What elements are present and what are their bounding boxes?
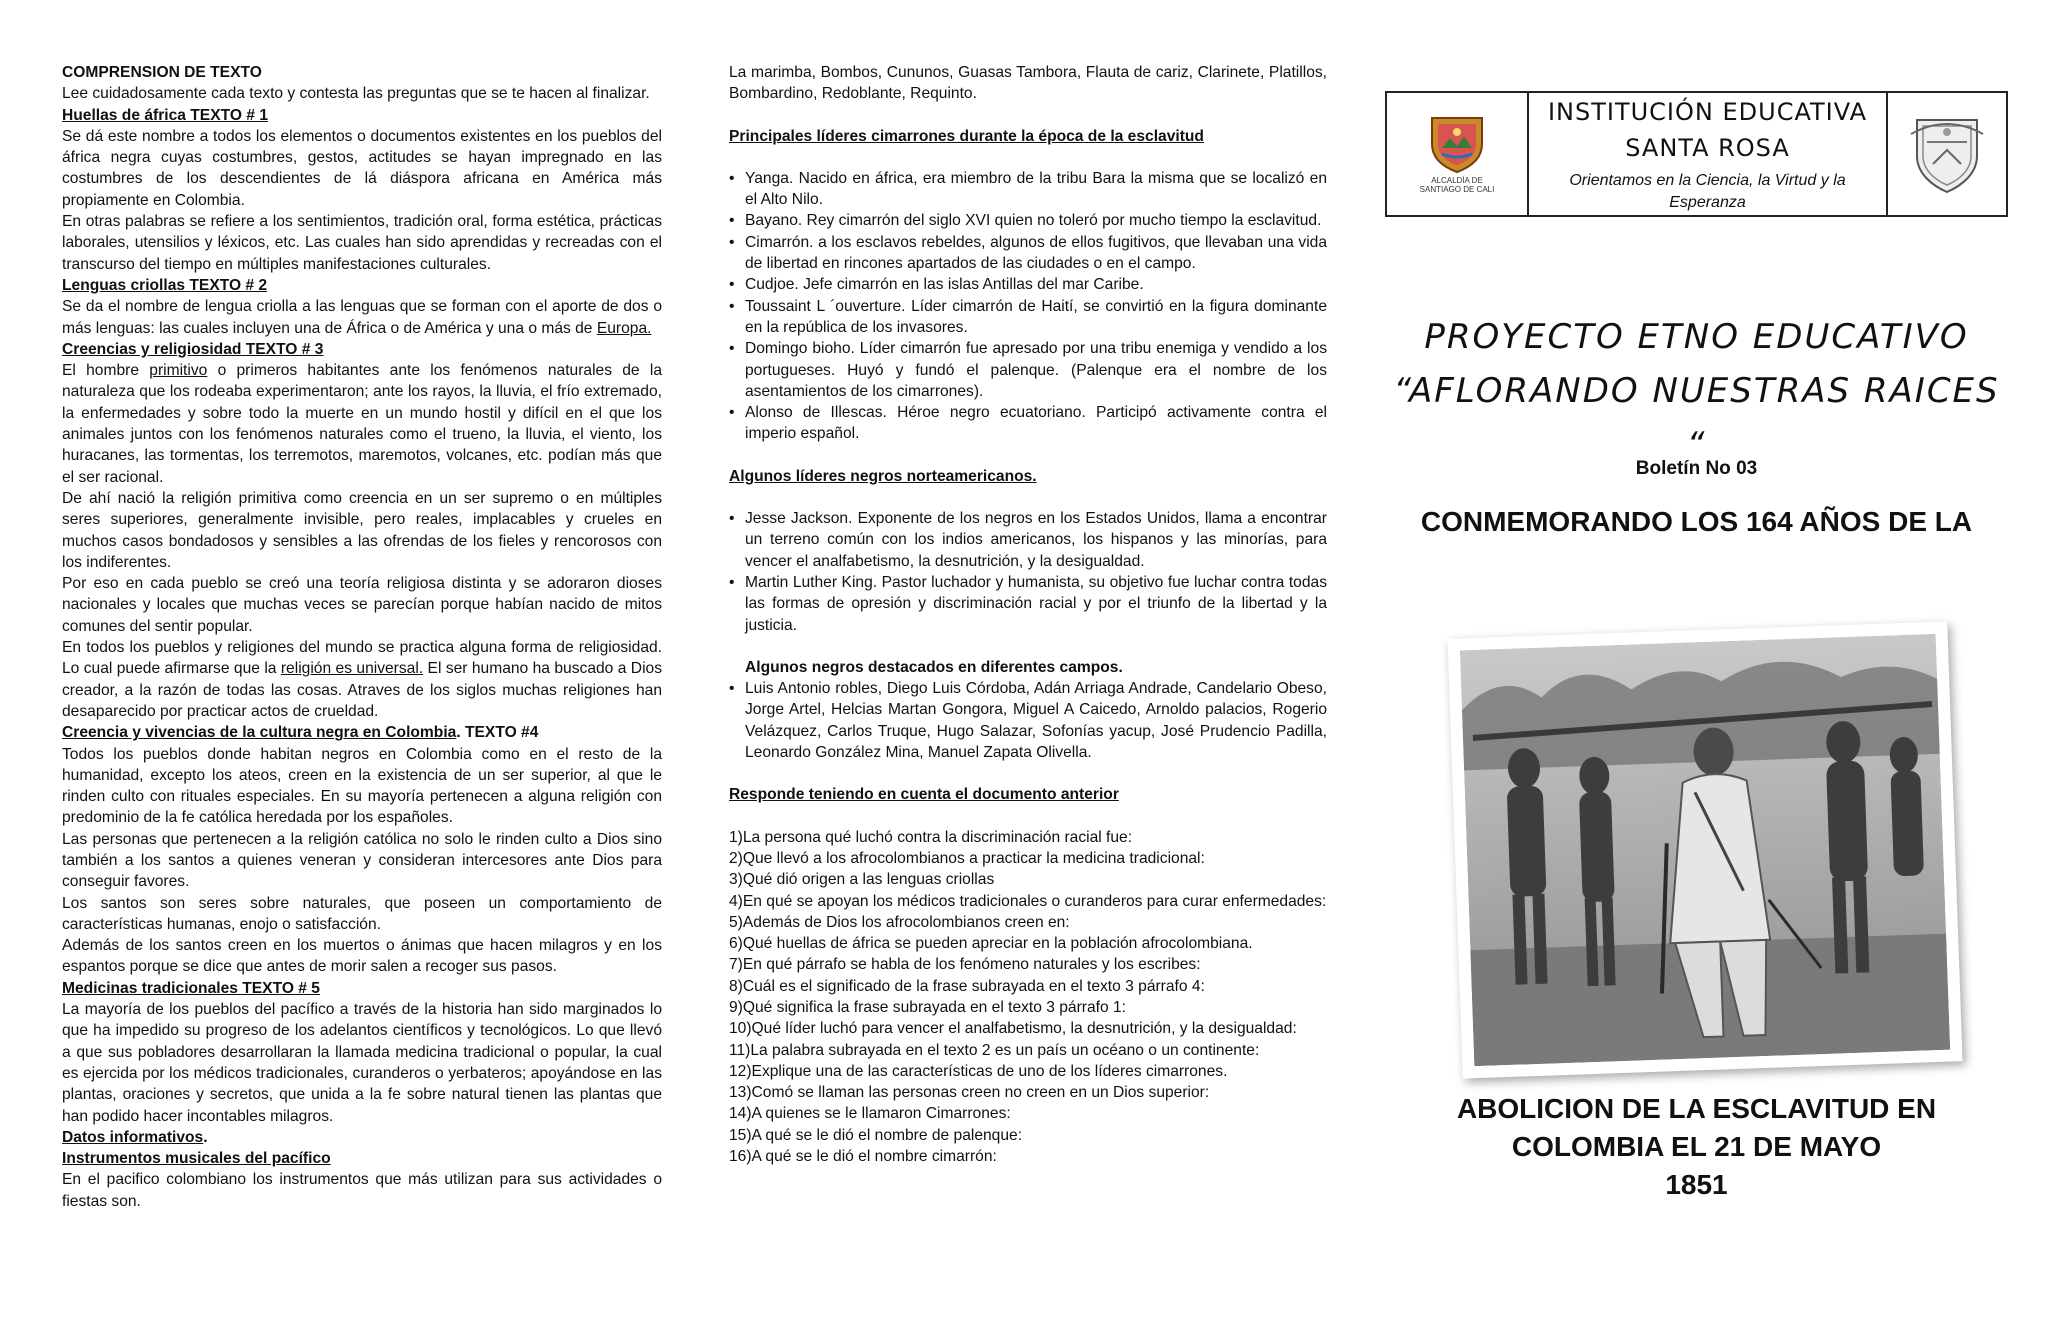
question-item: 16)A qué se le dió el nombre cimarrón:: [729, 1148, 997, 1166]
question-item: 4)En qué se apoyan los médicos tradicionales o curanderos para curar enfermedades:: [729, 892, 1327, 910]
notable-people-heading: Algunos negros destacados en diferentes campos.: [745, 658, 1123, 676]
text2-p1-part-a: Se da el nombre de lengua criolla a las lenguas que se forman con el aporte de dos o más lenguas: las cuales incluyen una de África o de América y una o más de: [62, 298, 662, 337]
alcaldia-caption: [1420, 176, 1495, 194]
instruments-list: La marimba, Bombos, Cununos, Guasas Tambora, Flauta de cariz, Clarinete, Platillos, Bombardino, Redoblante, Requinto.: [729, 64, 1327, 103]
question-item: 3)Qué dió origen a las lenguas criollas: [729, 871, 995, 889]
text3-underlined-word: primitivo: [149, 362, 208, 380]
list-item: • Jesse Jackson. Exponente de los negros en los Estados Unidos, llama a encontrar un terreno común con los indios americanos, los hispanos y las minorías, para vencer el analfabetismo, la desnutrición, y la desigualdad.: [729, 508, 1327, 572]
question-item: 6)Qué huellas de áfrica se pueden apreciar en la población afrocolombiana.: [729, 935, 1253, 953]
institution-header: [1385, 91, 2008, 217]
project-title-line-1: PROYECTO ETNO EDUCATIVO: [1424, 317, 1969, 357]
questions-list: [729, 827, 1327, 1168]
notable-people-list: [729, 678, 1327, 763]
instruments-heading: Instrumentos musicales del pacífico: [62, 1150, 331, 1168]
question-item: 13)Comó se llaman las personas creen no creen en un Dios superior:: [729, 1084, 1210, 1102]
text3-paragraph-1: [62, 360, 662, 488]
question-item: 8)Cuál es el significado de la frase subrayada en el texto 3 párrafo 4:: [729, 977, 1205, 995]
text5-heading: Medicinas tradicionales TEXTO # 5: [62, 979, 320, 997]
alcaldia-logo: [1387, 93, 1529, 215]
question-item: 5)Además de Dios los afrocolombianos creen en:: [729, 913, 1070, 931]
datos-heading: [62, 1127, 662, 1148]
text3-p4-part-a: En todos los pueblos y religiones del mundo se practica alguna forma de religiosidad. Lo cual puede afirmarse que la: [62, 639, 662, 678]
institution-motto: Orientamos en la Ciencia, la Virtud y la Esperanza: [1569, 172, 1846, 211]
text5-paragraph-1: La mayoría de los pueblos del pacífico a través de la historia han sido marginados lo que ha impedido su progreso de los adelantos científicos y tecnológicos. Lo que llevó a que sus pobladores desarrollaran la llamada medicina tradicional o popular, la cual es ejercida por los médicos tradicionales, curanderos o yerbateros; apoyándose en las plantas, oraciones y secretos, que unida a la fe sobre natural tienen las plantas que han podido hacer incontables milagros.: [62, 1001, 662, 1125]
text4-paragraph-4: Además de los santos creen en los muertos o ánimas que hacen milagros y en los espantos porque se dice que antes de morir salen a recoger sus pasos.: [62, 937, 662, 976]
list-item: • Alonso de Illescas. Héroe negro ecuatoriano. Participó activamente contra el imperio español.: [729, 402, 1327, 445]
intro-paragraph: Lee cuidadosamente cada texto y contesta las preguntas que se te hacen al finalizar.: [62, 85, 650, 103]
institution-name: [1537, 94, 1878, 166]
list-item: • Yanga. Nacido en áfrica, era miembro de la tribu Bara la misma que se localizó en el Alto Nilo.: [729, 168, 1327, 211]
slave-caravan-illustration: [1447, 621, 1962, 1078]
text4-heading-underlined: Creencia y vivencias de la cultura negra en Colombia: [62, 724, 457, 742]
question-item: 15)A qué se le dió el nombre de palenque:: [729, 1126, 1023, 1144]
bulletin-number: Boletín No 03: [1635, 458, 1758, 479]
cimarron-leaders-list: [729, 168, 1327, 445]
datos-heading-dot: .: [203, 1128, 208, 1146]
text-column-1: [62, 62, 662, 1212]
list-item: • Cudjoe. Jefe cimarrón en las islas Antillas del mar Caribe.: [729, 274, 1327, 295]
list-item: • Toussaint L ´ouverture. Líder cimarrón de Haití, se convirtió en la figura dominante en la república de los invasores.: [729, 296, 1327, 339]
institution-name-block: [1529, 93, 1888, 215]
question-item: 2)Que llevó a los afrocolombianos a practicar la medicina tradicional:: [729, 849, 1205, 867]
text3-underlined-phrase: religión es universal.: [280, 660, 424, 678]
datos-heading-text: Datos informativos: [62, 1128, 204, 1146]
text3-paragraph-2: De ahí nació la religión primitiva como creencia en un ser supremo o en múltiples seres superiores, generalmente invisible, pero reales, implacables y crueles en muchos casos bondadosos y sensibles a las ofrendas de los fieles y rencorosos con los indiferentes.: [62, 489, 662, 571]
text1-heading: Huellas de áfrica TEXTO # 1: [62, 106, 268, 124]
north-american-leaders-list: [729, 508, 1327, 636]
text2-heading: Lenguas criollas TEXTO # 2: [62, 276, 268, 294]
text3-heading: Creencias y religiosidad TEXTO # 3: [62, 340, 324, 358]
question-item: 7)En qué párrafo se habla de los fenómeno naturales y los escribes:: [729, 956, 1201, 974]
abolition-line-2: COLOMBIA EL 21 DE MAYO: [1511, 1131, 1882, 1162]
cimarron-leaders-heading: Principales líderes cimarrones durante la época de la esclavitud: [729, 127, 1204, 145]
santa-rosa-crest: [1888, 93, 2006, 215]
list-item: • Bayano. Rey cimarrón del siglo XVI quien no toleró por mucho tiempo la esclavitud.: [729, 210, 1327, 231]
slave-caravan-illustration-icon: [1460, 634, 1950, 1066]
text1-paragraph-2: En otras palabras se refiere a los sentimientos, tradición oral, forma estética, prácticas laborales, utensilios y léxicos, etc. Las cuales han sido aprendidas y recreadas con el transcurso del tiempo en múltiples manifestaciones culturales.: [62, 213, 662, 273]
question-item: 14)A quienes se le llamaron Cimarrones:: [729, 1105, 1011, 1123]
text2-paragraph-1: [62, 296, 662, 339]
text-column-2: [729, 62, 1327, 1167]
list-item: • Luis Antonio robles, Diego Luis Córdoba, Adán Arriaga Andrade, Candelario Obeso, Jorge Artel, Helcias Martan Gongora, Miguel A Caicedo, Arnoldo palacios, Rogerio Velázquez, Carlos Truque, Hugo Salazar, Sofonías yacup, José Prudencio Padilla, Leonardo González Mina, Manuel Zapata Olivella.: [729, 678, 1327, 763]
list-item: • Cimarrón. a los esclavos rebeldes, algunos de ellos fugitivos, que llevaban una vida de libertad en rincones apartados de las ciudades o en el campo.: [729, 232, 1327, 275]
text3-p1-part-c: o primeros habitantes ante los fenómenos naturales de la naturaleza que los rodeaba experimentaron; ante los rayos, la lluvia, el frío extremado, la enfermedades y sobre todo la muerte en un mundo hostil y difícil en el que los animales juntos con los fenómenos naturales como el trueno, la lluvia, el viento, los huracanes, las tormentas, los terremotos, maremotos, volcanes, etc. podían más que el ser racional.: [62, 362, 662, 486]
north-american-leaders-heading: Algunos líderes negros norteamericanos.: [729, 467, 1037, 485]
institution-name-line-2: SANTA ROSA: [1625, 134, 1790, 162]
text4-paragraph-3: Los santos son seres sobre naturales, que poseen un comportamiento de características humanas, enojo o satisfacción.: [62, 894, 662, 933]
alcaldia-caption-line-1: ALCALDÍA DE: [1431, 176, 1483, 185]
institution-name-line-1: INSTITUCIÓN EDUCATIVA: [1547, 98, 1868, 126]
text4-paragraph-1: Todos los pueblos donde habitan negros en Colombia como en el resto de la humanidad, excepto los ateos, creen en la existencia de un ser superior, al que le rinden culto con rituales especiales. En su mayoría pertenecen a alguna religión con predominio de la fe católica heredada por los españoles.: [62, 745, 662, 827]
text4-heading-suffix: . TEXTO #4: [456, 724, 539, 742]
list-item: • Domingo bioho. Líder cimarrón fue apresado por una tribu enemiga y vendido a los portugueses. Huyó y fundó el palenque. (Palenque era el nombre de los asentamientos de los cimarrones).: [729, 338, 1327, 402]
alcaldia-caption-line-2: SANTIAGO DE CALI: [1419, 185, 1495, 194]
abolition-heading: [1385, 1090, 2008, 1204]
project-title-line-2: “AFLORANDO NUESTRAS RAICES “: [1393, 371, 2000, 465]
crest-icon: [1905, 112, 1989, 196]
text4-paragraph-2: Las personas que pertenecen a la religión católica no solo le rinden culto a Dios sino también a los santos a quienes veneran y consideran intercesores ante Dios para conseguir favores.: [62, 830, 662, 891]
project-title: [1385, 310, 2008, 472]
commemoration-heading: CONMEMORANDO LOS 164 AÑOS DE LA: [1420, 506, 1973, 537]
question-item: 11)La palabra subrayada en el texto 2 es un país un océano o un continente:: [729, 1041, 1260, 1059]
instruments-paragraph: En el pacifico colombiano los instrumentos que más utilizan para sus actividades o fiestas son.: [62, 1171, 662, 1210]
text3-p4-part-c: El ser humano ha buscado a Dios creador, a la razón de todas las cosas. Atraves de los siglos muchas religiones han desaparecido por practicar actos de crueldad.: [62, 660, 662, 720]
respond-heading: Responde teniendo en cuenta el documento anterior: [729, 786, 1119, 804]
question-item: 12)Explique una de las características de uno de los líderes cimarrones.: [729, 1062, 1228, 1080]
text3-p1-part-a: El hombre: [62, 362, 150, 380]
text3-paragraph-3: Por eso en cada pueblo se creó una teoría religiosa distinta y se adoraron dioses nacionales y locales que muchas veces se parecían porque habían nacido de mitos comunes del sentir popular.: [62, 575, 662, 635]
abolition-year: 1851: [1665, 1169, 1728, 1200]
question-item: 10)Qué líder luchó para vencer el analfabetismo, la desnutrición, y la desigualdad:: [729, 1020, 1297, 1038]
question-item: 1)La persona qué luchó contra la discriminación racial fue:: [729, 828, 1133, 846]
abolition-line-1: ABOLICION DE LA ESCLAVITUD EN: [1456, 1093, 1937, 1124]
text1-paragraph-1: Se dá este nombre a todos los elementos o documentos existentes en los pueblos del áfrica negra cuyas costumbres, gestos, actitudes se hayan impregnado en las costumbres de los descendientes de lá diáspora africana en América más propiamente en Colombia.: [62, 127, 662, 209]
comprehension-title: COMPRENSION DE TEXTO: [62, 64, 262, 81]
text3-paragraph-4: [62, 637, 662, 722]
question-item: 9)Qué significa la frase subrayada en el texto 3 párrafo 1:: [729, 998, 1127, 1016]
text2-underlined-word: Europa.: [596, 319, 652, 337]
list-item: • Martin Luther King. Pastor luchador y humanista, su objetivo fue luchar contra todas las formas de opresión y discriminación racial y por el triunfo de la libertad y la justicia.: [729, 572, 1327, 636]
alcaldia-shield-icon: [1428, 114, 1486, 174]
text4-heading: [62, 722, 662, 743]
